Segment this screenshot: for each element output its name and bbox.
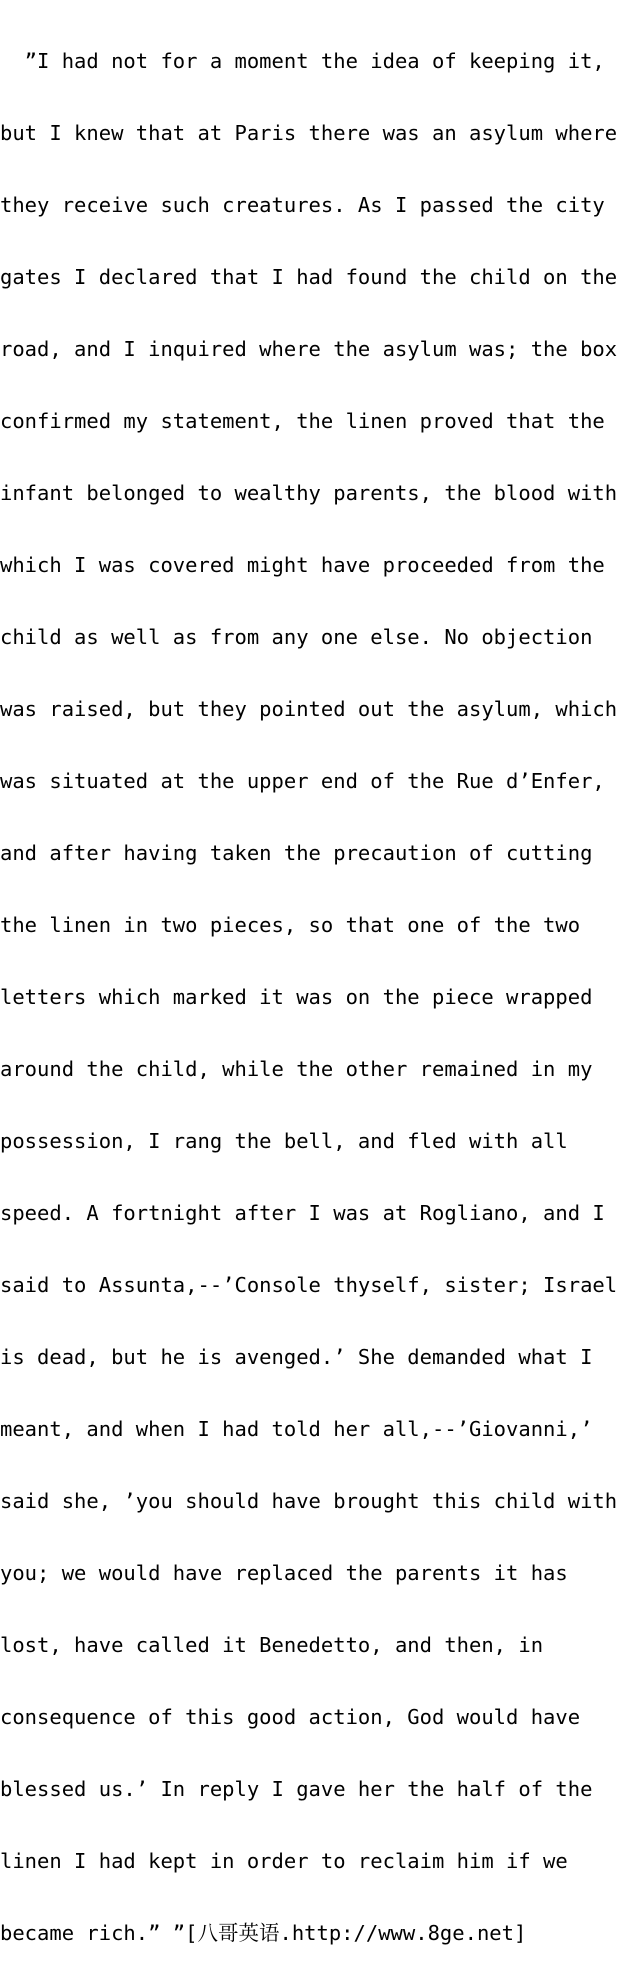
- text-line: the linen in two pieces, so that one of the two: [0, 913, 581, 937]
- text-line: child as well as from any one else. No objection: [0, 625, 593, 649]
- text-line: is dead, but he is avenged.’ She demanded what I: [0, 1345, 593, 1369]
- text-line: road, and I inquired where the asylum was; the box: [0, 337, 617, 361]
- text-line: around the child, while the other remained in my: [0, 1057, 593, 1081]
- text-line: infant belonged to wealthy parents, the blood with: [0, 481, 617, 505]
- text-line: lost, have called it Benedetto, and then, in: [0, 1633, 544, 1657]
- text-line: letters which marked it was on the piece wrapped: [0, 985, 593, 1009]
- text-line: but I knew that at Paris there was an asylum where: [0, 121, 617, 145]
- text-line: blessed us.’ In reply I gave her the half of the: [0, 1777, 593, 1801]
- text-line: became rich.” ”[八哥英语.http://www.8ge.net]: [0, 1921, 527, 1945]
- text-line: speed. A fortnight after I was at Rogliano, and I: [0, 1201, 605, 1225]
- text-line: was raised, but they pointed out the asylum, which: [0, 697, 617, 721]
- text-line: ”I had not for a moment the idea of keeping it,: [0, 49, 605, 73]
- text-line: consequence of this good action, God would have: [0, 1705, 581, 1729]
- text-line: said she, ’you should have brought this child with: [0, 1489, 617, 1513]
- text-line: confirmed my statement, the linen proved that the: [0, 409, 605, 433]
- text-line: was situated at the upper end of the Rue d’Enfer,: [0, 769, 605, 793]
- text-line: which I was covered might have proceeded from the: [0, 553, 605, 577]
- text-line: said to Assunta,--’Console thyself, sister; Israel: [0, 1273, 617, 1297]
- text-line: gates I declared that I had found the child on the: [0, 265, 617, 289]
- text-line: meant, and when I had told her all,--’Giovanni,’: [0, 1417, 593, 1441]
- text-line: possession, I rang the bell, and fled with all: [0, 1129, 568, 1153]
- passage-text: [0, 1, 617, 1969]
- text-line: and after having taken the precaution of cutting: [0, 841, 593, 865]
- text-line: you; we would have replaced the parents it has: [0, 1561, 568, 1585]
- text-line: they receive such creatures. As I passed the city: [0, 193, 605, 217]
- text-line: linen I had kept in order to reclaim him if we: [0, 1849, 568, 1873]
